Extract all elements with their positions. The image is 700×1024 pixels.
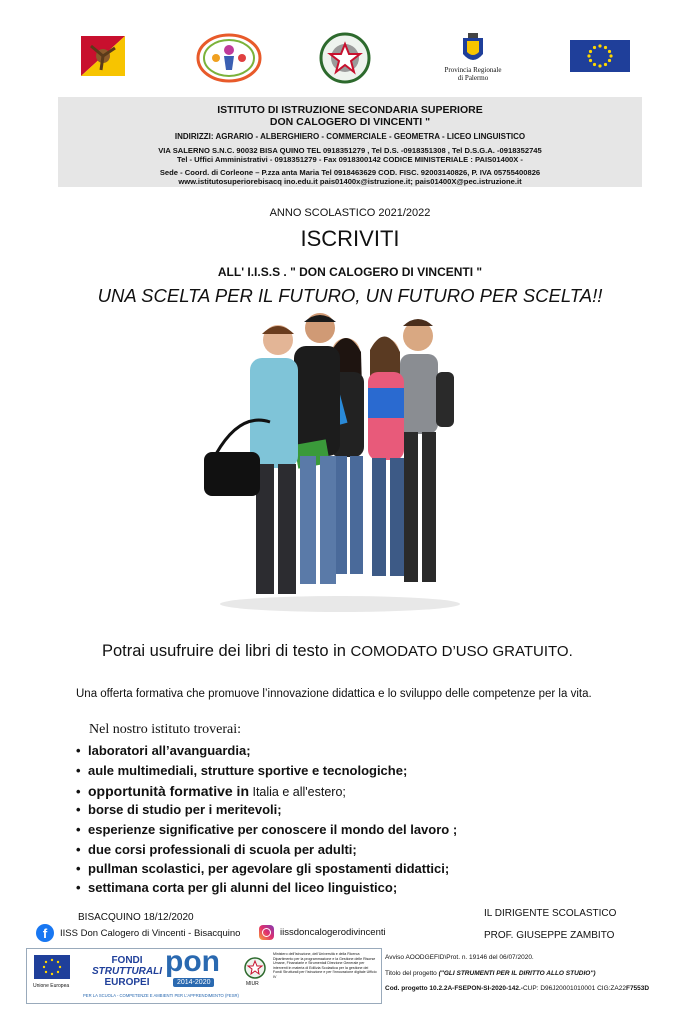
ue-label: Unione Europea <box>33 983 70 989</box>
instagram-link[interactable] <box>259 925 386 940</box>
bullet-item-5: • esperienze significative per conoscere il mondo del lavoro ; <box>76 822 457 837</box>
fondi-line-3: EUROPEI <box>104 977 150 988</box>
codice-progetto <box>385 985 649 992</box>
ministero-text: Ministero dell'Istruzione, dell'Università e della Ricerca Dipartimento per la programmazione e la Gestione delle Risorse Umane, Finanziarie e Strumentali Direzione Generale per interventi in materia di Edilizia Scolastica per la gestione dei Fondi Strutturali per l'istruzione e per l'innovazione digitale Ufficio IV <box>273 952 377 979</box>
dirigente-title: IL DIRIGENTE SCOLASTICO <box>484 908 617 919</box>
comodato-text-a: Potrai usufruire dei libri di testo in <box>102 642 351 660</box>
nel-nostro-istituto: Nel nostro istituto troverai: <box>89 722 242 737</box>
header-line-3: INDIRIZZI: AGRARIO - ALBERGHIERO - COMMERCIALE - GEOMETRA - LICEO LINGUISTICO <box>174 132 526 141</box>
bullet-item-1: • laboratori all’avanguardia; <box>76 743 251 758</box>
avviso-text: Avviso AOODGEFID\Prot. n. 19146 del 06/07/2020. <box>385 954 534 961</box>
anno-scolastico: ANNO SCOLASTICO 2021/2022 <box>269 207 431 219</box>
fondi-line-2: STRUTTURALI <box>92 966 162 977</box>
offerta-text: Una offerta formativa che promuove l’innovazione didattica e lo sviluppo delle competenze per la vita. <box>76 688 592 700</box>
provincia-label-1: Provincia Regionale <box>444 66 502 74</box>
pon-logo-text: pon <box>165 945 220 978</box>
miur-emblem <box>244 957 266 984</box>
iiss-name: ALL' I.I.S.S . " DON CALOGERO DI VINCENTI " <box>217 265 483 279</box>
provincia-label-2: di Palermo <box>457 74 489 82</box>
bullet-item-3-bold: opportunità formative in <box>88 783 249 799</box>
titolo-label: Titolo del progetto <box>385 970 439 977</box>
provincia-palermo-logo <box>438 32 508 82</box>
pon-years: 2014-2020 <box>173 978 214 987</box>
fondi-line-1: FONDI <box>111 955 143 966</box>
sicilia-flag-logo <box>81 36 125 76</box>
iscriviti-title: ISCRIVITI <box>300 226 400 251</box>
titolo-progetto <box>385 970 596 977</box>
bullet-item-3 <box>76 783 346 799</box>
institute-header-box <box>58 97 642 187</box>
place-date: BISACQUINO 18/12/2020 <box>78 912 194 923</box>
bullet-item-4: • borse di studio per i meritevoli; <box>76 802 282 817</box>
bullet-item-7: • pullman scolastici, per agevolare gli spostamenti didattici; <box>76 861 449 876</box>
facebook-icon: f <box>36 924 54 942</box>
codice-b: CUP: D96J20001010001 CIG:ZA22 <box>522 985 626 992</box>
bullet-item-6: • due corsi professionali di scuola per adulti; <box>76 842 357 857</box>
bullet-item-8: • settimana corta per gli alunni del liceo linguistico; <box>76 880 397 895</box>
school-logo <box>196 32 262 84</box>
titolo-value: ("GLI STRUMENTI PER IL DIRITTO ALLO STUDIO") <box>438 970 596 977</box>
header-line-7: www.istitutosuperiorebisacq ino.edu.it pais01400x@istruzione.it; pais01400X@pec.istruzione.it <box>178 177 522 186</box>
pon-banner <box>26 945 382 1004</box>
slogan: UNA SCELTA PER IL FUTURO, UN FUTURO PER SCELTA!! <box>97 285 603 306</box>
pon-tagline: PER LA SCUOLA - COMPETENZE E AMBIENTI PER L'APPRENDIMENTO (FESR) <box>83 993 239 998</box>
header-line-5: Tel - Uffici Amministrativi - 0918351279 - Fax 0918300142 CODICE MINISTERIALE : PAIS01400X - <box>177 155 523 164</box>
codice-c: F7553D <box>625 985 650 992</box>
students-group-photo <box>200 312 480 617</box>
facebook-link[interactable] <box>36 924 240 942</box>
facebook-label: IISS Don Calogero di Vincenti - Bisacquino <box>60 927 241 939</box>
instagram-icon <box>259 925 274 940</box>
instagram-label: iissdoncalogerodivincenti <box>280 927 386 938</box>
bullet-item-2: • aule multimediali, strutture sportive e tecnologiche; <box>76 763 407 778</box>
comodato-text-b: COMODATO D’USO GRATUITO. <box>350 643 573 660</box>
comodato-line <box>102 642 573 661</box>
codice-a: Cod. progetto 10.2.2A-FSEPON-SI-2020-142.- <box>385 985 523 992</box>
italian-republic-emblem <box>318 32 372 84</box>
header-line-4: VIA SALERNO S.N.C. 90032 BISA QUINO TEL 0918351279 , Tel D.S. -0918351308 , Tel D.S.G.A. -0918352745 <box>158 146 542 155</box>
ue-flag-small <box>34 955 70 984</box>
header-line-2: DON CALOGERO DI VINCENTI " <box>269 116 431 128</box>
header-line-6: Sede - Coord. di Corleone – P.zza anta Maria Tel 0918463629 COD. FISC. 92003140826, P. IVA 05755400826 <box>159 168 541 177</box>
miur-label: MIUR <box>246 981 259 987</box>
dirigente-name: PROF. GIUSEPPE ZAMBITO <box>484 930 615 941</box>
bullet-item-3-tail: Italia e all'estero; <box>249 785 346 799</box>
header-line-1: ISTITUTO DI ISTRUZIONE SECONDARIA SUPERIORE <box>217 104 483 116</box>
eu-flag-logo <box>570 40 630 72</box>
